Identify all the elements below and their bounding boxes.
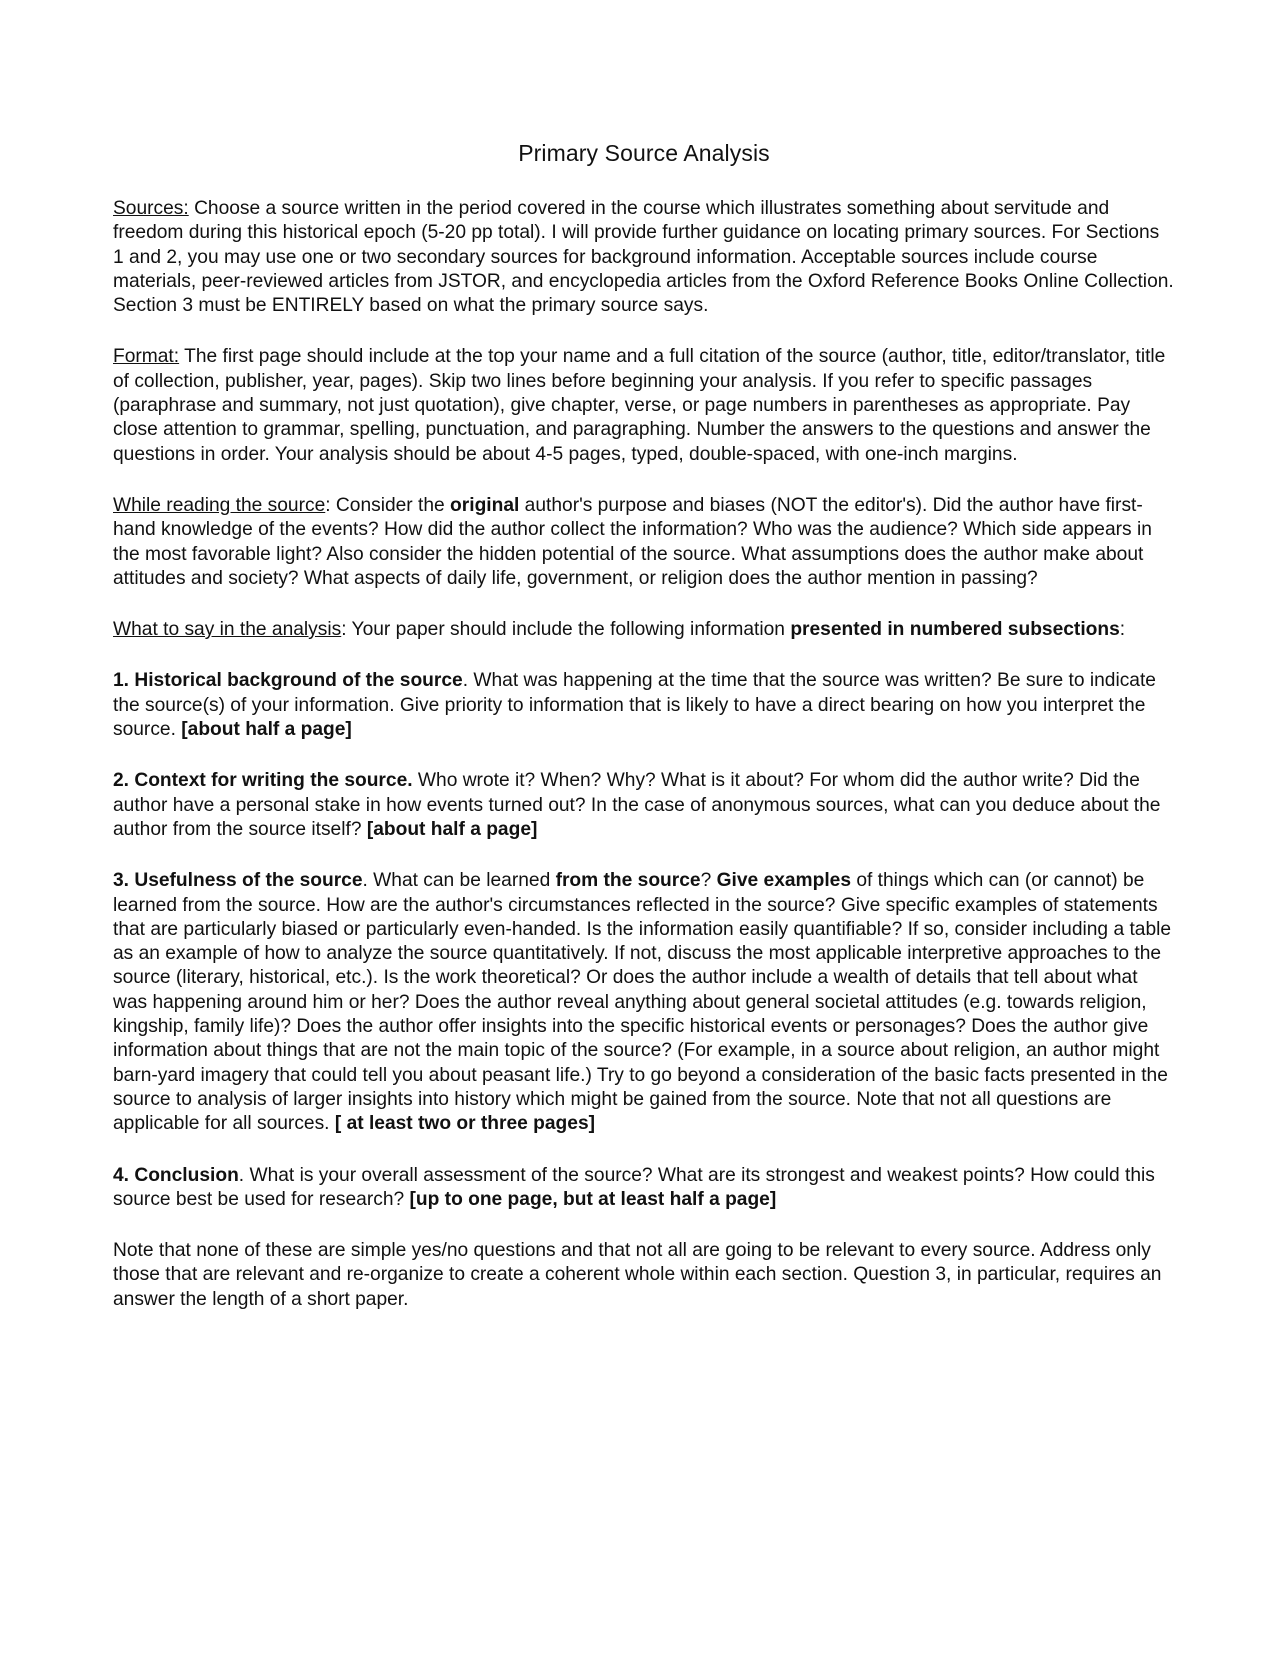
what-to-say-bold: presented in numbered subsections [790,619,1120,641]
question-3-length: [ at least two or three pages] [334,1113,595,1135]
what-to-say-paragraph [113,618,1175,642]
sources-label: Sources: [113,198,189,219]
reading-bold: original [450,494,520,516]
sources-text: Choose a source written in the period covered in the course which illustrates something about servitude and freedom during this historical epoch (5-20 pp total). I will provide further guidance on locating primary sources. For Sections 1 and 2, you may use one or two secondary sources for background information. Acceptable sources include course materials, peer-reviewed articles from JSTOR, and encyclopedia articles from the Oxford Reference Books Online Collection. Section 3 must be ENTIRELY based on what the primary source says. [113,198,1174,317]
note-paragraph: Note that none of these are simple yes/no questions and that not all are going to be relevant to every source. Address only those that are relevant and re-organize to create a coherent whole within each section. Question 3, in particular, requires an answer the length of a short paper. [113,1240,1162,1310]
question-1-length: [about half a page] [181,719,352,741]
question-4-paragraph [113,1164,1175,1213]
what-to-say-label: What to say in the analysis [113,619,342,641]
question-3-text-3: of things which can (or cannot) be learned from the source. How are the author's circumstances reflected in the source? Give specific examples of statements that are particularly biased or particularly even-handed. Is the information easily quantifiable? If so, consider including a table as an example of how to analyze the source quantitatively. If not, discuss the most applicable interpretive approaches to the source (literary, historical, etc.). Is the work theoretical? Or does the author include a wealth of details that tell about what was happening around him or her? Does the author reveal anything about general societal attitudes (e.g. towards religion, kingship, family life)? Does the author offer insights into the specific historical events or personages? Does the author give information about things that are not the main topic of the source? (For example, in a source about religion, an author might barn-yard imagery that could tell you about peasant life.) Try to go beyond a consideration of the basic facts presented in the source to analysis of larger insights into history which might be gained from the source. Note that not all questions are applicable for all sources. [113,870,1172,1135]
page-title: Primary Source Analysis [518,140,770,166]
question-3-bold-2: Give examples [716,870,852,892]
format-text: The first page should include at the top your name and a full citation of the source (author, title, editor/translator, title of collection, publisher, year, pages). Skip two lines before beginning your analysis. If you refer to specific passages (paraphrase and summary, not just quotation), give chapter, verse, or page numbers in parentheses as appropriate. Pay close attention to grammar, spelling, punctuation, and paragraphing. Number the answers to the questions and answer the questions in order. Your analysis should be about 4-5 pages, typed, double-spaced, with one-inch margins. [113,346,1166,465]
question-3-bold-1: from the source [555,870,701,892]
reading-text-1: : Consider the [325,494,451,516]
question-4-text: . What is your overall assessment of the source? What are its strongest and weakest points? How could this source best be used for research? [113,1164,1155,1210]
question-2-text: Who wrote it? When? Why? What is it about? For whom did the author write? Did the author have a personal stake in how events turned out? In the case of anonymous sources, what can you deduce about the author from the source itself? [113,770,1161,840]
question-3-heading: 3. Usefulness of the source [113,870,363,892]
format-paragraph [113,345,1175,466]
question-3-text-2: ? [700,870,717,892]
question-2-heading: 2. Context for writing the source. [113,770,413,792]
what-to-say-text: : Your paper should include the following information [341,619,791,641]
question-2-length: [about half a page] [366,818,538,840]
question-3-paragraph [113,869,1175,1136]
what-to-say-end: : [1119,619,1126,641]
question-1-text: . What was happening at the time that the source was written? Be sure to indicate the source(s) of your information. Give priority to information that is likely to have a direct bearing on how you interpret the source. [113,670,1156,741]
reading-paragraph [113,494,1175,591]
document-page [113,140,1175,1339]
question-1-heading: 1. Historical background of the source [113,670,463,692]
reading-label: While reading the source [113,494,326,516]
question-4-length: [up to one page, but at least half a page] [409,1188,777,1210]
reading-text-2: author's purpose and biases (NOT the editor's). Did the author have first-hand knowledge of the events? How did the author collect the information? Who was the audience? Which side appears in the most favorable light? Also consider the hidden potential of the source. What assumptions does the author make about attitudes and society? What aspects of daily life, government, or religion does the author mention in passing? [113,494,1152,589]
format-label: Format: [113,346,180,368]
question-1-paragraph [113,669,1175,742]
question-4-heading: 4. Conclusion [113,1164,239,1186]
question-3-text-1: . What can be learned [362,870,556,892]
sources-paragraph [113,197,1175,318]
question-2-paragraph [113,769,1175,842]
